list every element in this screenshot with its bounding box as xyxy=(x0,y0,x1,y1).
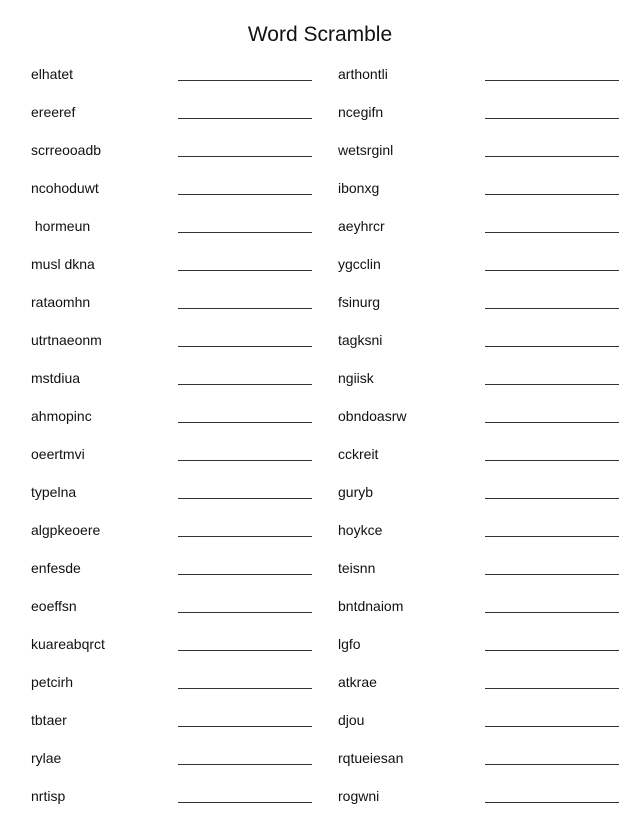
answer-line[interactable] xyxy=(485,688,619,689)
scrambled-word: fsinurg xyxy=(338,294,381,310)
answer-line[interactable] xyxy=(485,460,619,461)
scrambled-word: elhatet xyxy=(31,66,74,82)
scrambled-word: lgfo xyxy=(338,636,361,652)
answer-line[interactable] xyxy=(485,384,619,385)
answer-line[interactable] xyxy=(178,118,312,119)
scrambled-word: ngiisk xyxy=(338,370,374,386)
answer-line[interactable] xyxy=(485,498,619,499)
right-scramble-row xyxy=(338,588,638,626)
scrambled-word: tbtaer xyxy=(31,712,67,728)
left-scramble-row xyxy=(31,170,331,208)
scrambled-word: cckreit xyxy=(338,446,379,462)
page-title: Word Scramble xyxy=(247,23,393,46)
scrambled-word: kuareabqrct xyxy=(31,636,105,652)
scrambled-word: ahmopinc xyxy=(31,408,92,424)
left-scramble-row xyxy=(31,132,331,170)
scrambled-word: rataomhn xyxy=(31,294,91,310)
left-scramble-row xyxy=(31,436,331,474)
answer-line[interactable] xyxy=(485,802,619,803)
left-scramble-row xyxy=(31,702,331,740)
answer-line[interactable] xyxy=(485,612,619,613)
scrambled-word: tagksni xyxy=(338,332,383,348)
answer-line[interactable] xyxy=(178,422,312,423)
left-scramble-row xyxy=(31,740,331,778)
answer-line[interactable] xyxy=(485,156,619,157)
right-scramble-row xyxy=(338,512,638,550)
right-scramble-row xyxy=(338,170,638,208)
left-scramble-row xyxy=(31,94,331,132)
answer-line[interactable] xyxy=(178,156,312,157)
right-scramble-row xyxy=(338,626,638,664)
scrambled-word: hormeun xyxy=(31,218,91,234)
scrambled-word: oeertmvi xyxy=(31,446,85,462)
right-scramble-row xyxy=(338,474,638,512)
scrambled-word: obndoasrw xyxy=(338,408,407,424)
scrambled-word: wetsrginl xyxy=(338,142,394,158)
scrambled-word: nrtisp xyxy=(31,788,66,804)
right-scramble-row xyxy=(338,94,638,132)
left-scramble-row xyxy=(31,550,331,588)
scrambled-word: ereeref xyxy=(31,104,76,120)
left-scramble-row xyxy=(31,474,331,512)
answer-line[interactable] xyxy=(178,764,312,765)
answer-line[interactable] xyxy=(485,650,619,651)
answer-line[interactable] xyxy=(485,194,619,195)
answer-line[interactable] xyxy=(178,460,312,461)
scrambled-word: rqtueiesan xyxy=(338,750,404,766)
answer-line[interactable] xyxy=(485,574,619,575)
answer-line[interactable] xyxy=(178,346,312,347)
scrambled-word: guryb xyxy=(338,484,374,500)
answer-line[interactable] xyxy=(178,802,312,803)
answer-line[interactable] xyxy=(485,270,619,271)
scrambled-word: algpkeoere xyxy=(31,522,101,538)
left-scramble-row xyxy=(31,246,331,284)
scrambled-word: ygcclin xyxy=(338,256,381,272)
right-scramble-row xyxy=(338,360,638,398)
right-scramble-row xyxy=(338,398,638,436)
answer-line[interactable] xyxy=(178,498,312,499)
scrambled-word: eoeffsn xyxy=(31,598,77,614)
answer-line[interactable] xyxy=(178,232,312,233)
right-scramble-row xyxy=(338,246,638,284)
answer-line[interactable] xyxy=(485,346,619,347)
answer-line[interactable] xyxy=(178,650,312,651)
scrambled-word: musl dkna xyxy=(31,256,95,272)
left-word-column xyxy=(31,56,331,816)
answer-line[interactable] xyxy=(485,536,619,537)
scrambled-word: aeyhrcr xyxy=(338,218,385,234)
right-scramble-row xyxy=(338,664,638,702)
left-scramble-row xyxy=(31,778,331,816)
left-scramble-row xyxy=(31,398,331,436)
answer-line[interactable] xyxy=(485,80,619,81)
answer-line[interactable] xyxy=(178,194,312,195)
answer-line[interactable] xyxy=(178,384,312,385)
left-scramble-row xyxy=(31,588,331,626)
scrambled-word: utrtnaeonm xyxy=(31,332,102,348)
scrambled-word: enfesde xyxy=(31,560,81,576)
left-scramble-row xyxy=(31,512,331,550)
answer-line[interactable] xyxy=(178,726,312,727)
right-scramble-row xyxy=(338,778,638,816)
answer-line[interactable] xyxy=(178,612,312,613)
scrambled-word: hoykce xyxy=(338,522,383,538)
right-scramble-row xyxy=(338,56,638,94)
left-scramble-row xyxy=(31,664,331,702)
right-scramble-row xyxy=(338,208,638,246)
scrambled-word: typelna xyxy=(31,484,77,500)
left-scramble-row xyxy=(31,56,331,94)
right-scramble-row xyxy=(338,132,638,170)
answer-line[interactable] xyxy=(178,80,312,81)
scrambled-word: teisnn xyxy=(338,560,376,576)
answer-line[interactable] xyxy=(178,308,312,309)
answer-line[interactable] xyxy=(485,422,619,423)
left-scramble-row xyxy=(31,626,331,664)
scrambled-word: atkrae xyxy=(338,674,377,690)
scrambled-word: djou xyxy=(338,712,365,728)
left-scramble-row xyxy=(31,360,331,398)
scrambled-word: rogwni xyxy=(338,788,380,804)
scrambled-word: petcirh xyxy=(31,674,74,690)
answer-line[interactable] xyxy=(178,688,312,689)
scrambled-word: mstdiua xyxy=(31,370,81,386)
answer-line[interactable] xyxy=(485,764,619,765)
answer-line[interactable] xyxy=(178,536,312,537)
scrambled-word: ibonxg xyxy=(338,180,380,196)
right-scramble-row xyxy=(338,550,638,588)
right-scramble-row xyxy=(338,740,638,778)
answer-line[interactable] xyxy=(178,574,312,575)
answer-line[interactable] xyxy=(485,232,619,233)
answer-line[interactable] xyxy=(178,270,312,271)
left-scramble-row xyxy=(31,322,331,360)
right-scramble-row xyxy=(338,284,638,322)
right-word-column xyxy=(338,56,638,816)
right-scramble-row xyxy=(338,322,638,360)
scrambled-word: rylae xyxy=(31,750,62,766)
left-scramble-row xyxy=(31,208,331,246)
scrambled-word: bntdnaiom xyxy=(338,598,404,614)
scrambled-word: arthontli xyxy=(338,66,388,82)
answer-line[interactable] xyxy=(485,726,619,727)
scrambled-word: scrreooadb xyxy=(31,142,102,158)
right-scramble-row xyxy=(338,436,638,474)
right-scramble-row xyxy=(338,702,638,740)
answer-line[interactable] xyxy=(485,308,619,309)
scrambled-word: ncohoduwt xyxy=(31,180,99,196)
left-scramble-row xyxy=(31,284,331,322)
scrambled-word: ncegifn xyxy=(338,104,384,120)
answer-line[interactable] xyxy=(485,118,619,119)
